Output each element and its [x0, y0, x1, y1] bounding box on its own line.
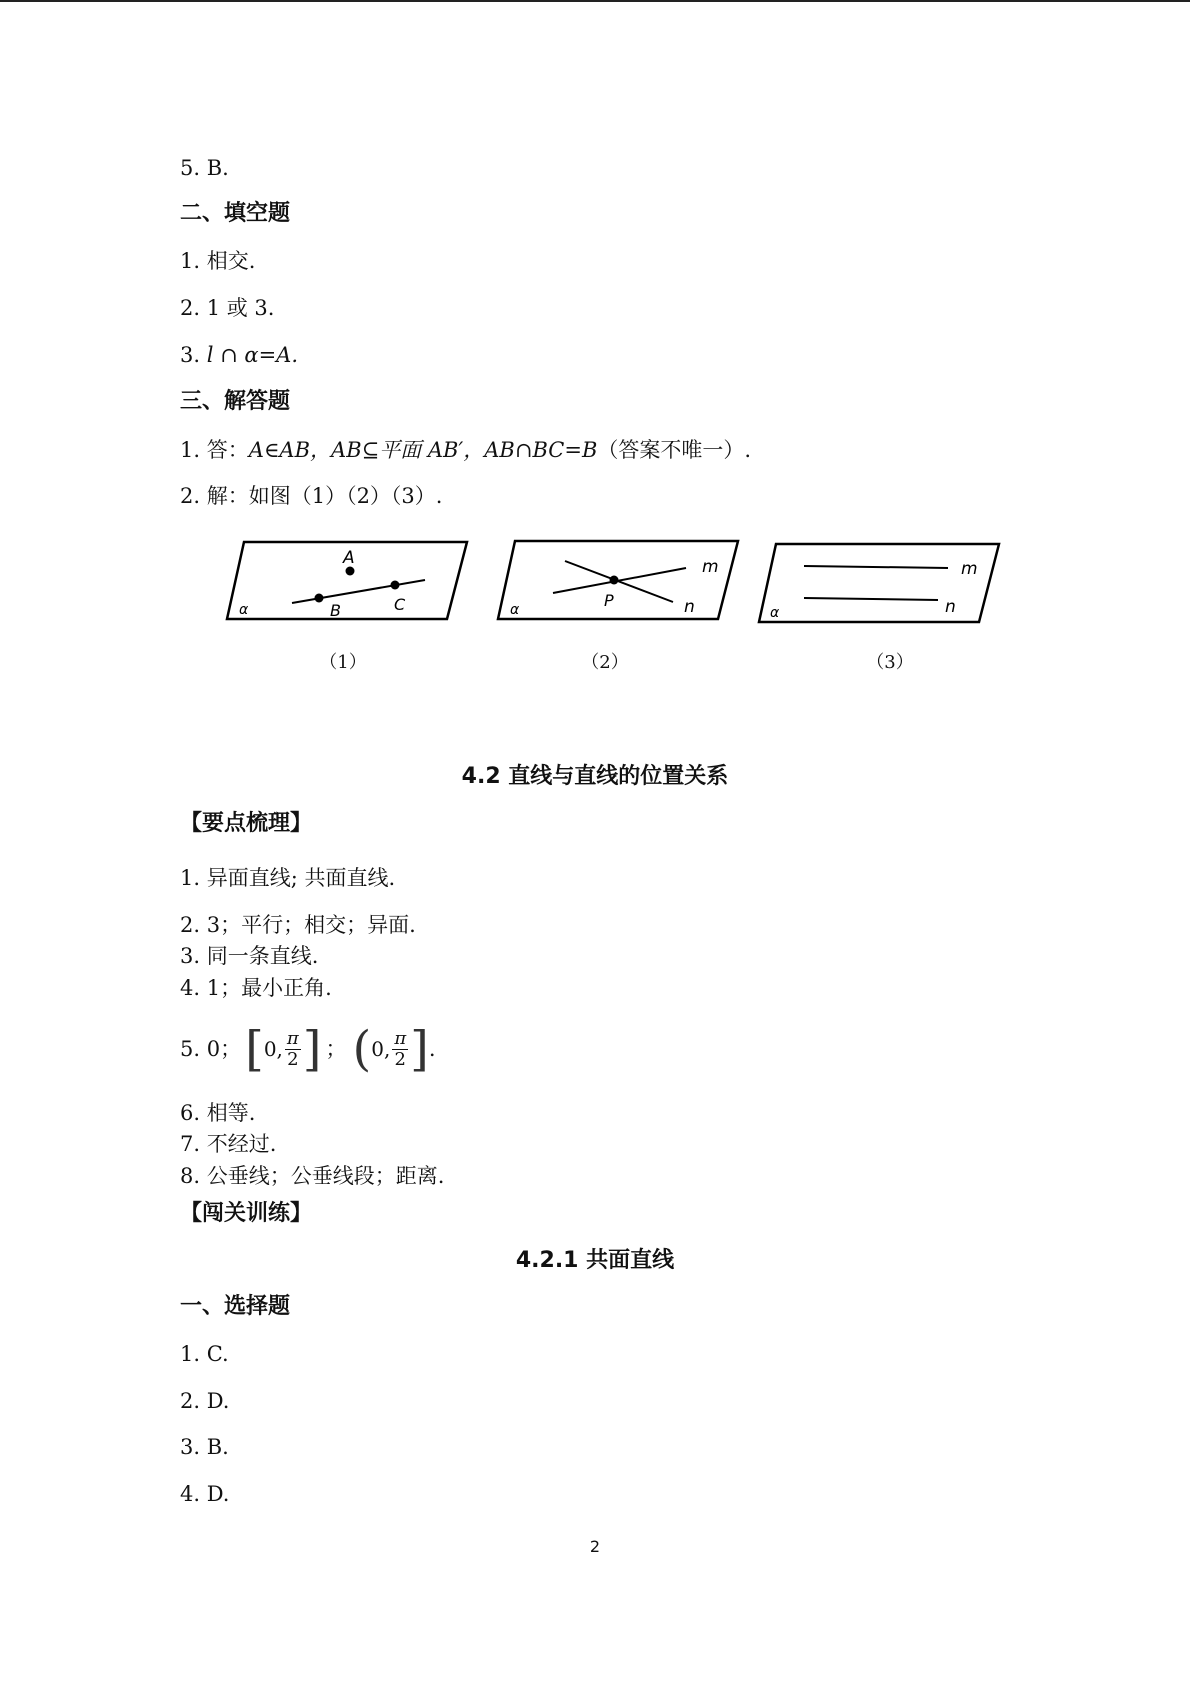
choice-answer-1: 1. C. [180, 1342, 229, 1366]
answer-5: 5. B. [180, 156, 229, 180]
interval-half-open-paren: ( [352, 1021, 372, 1077]
figure-3-diagram [754, 538, 1004, 628]
subsection-title: 4.2.1 共面直线 [515, 1248, 675, 1273]
interval-half-open-close-bracket: ] [410, 1021, 429, 1077]
fill-answer-1: 1. 相交. [180, 249, 256, 273]
key-point-3: 3. 同一条直线. [180, 944, 319, 968]
fill-answer-3-number: 3. [180, 343, 201, 367]
figure-2-line-n [565, 561, 673, 602]
fill-answer-3 [180, 342, 298, 368]
figure-3-line-m [804, 566, 948, 568]
choice-answer-2: 2. D. [180, 1389, 230, 1413]
key-point-1: 1. 异面直线; 共面直线. [180, 866, 396, 890]
key-point-2: 2. 3；平行；相交；异面. [180, 913, 416, 937]
pi-symbol: π [286, 1027, 299, 1049]
solution-1-suffix: （答案不唯一）. [597, 438, 752, 462]
figure-1-label-c: C [394, 595, 406, 614]
key-point-5-end: . [428, 1037, 436, 1061]
key-point-8: 8. 公垂线；公垂线段；距离. [180, 1164, 445, 1188]
solution-1 [180, 437, 751, 463]
interval-half-open [352, 1023, 428, 1075]
figure-1-point-c [391, 581, 400, 590]
interval-half-open-fraction [392, 1029, 408, 1070]
interval-closed-close-bracket: ] [302, 1021, 322, 1077]
fill-answer-3-expression: l ∩ α=A. [206, 343, 299, 367]
interval-closed [245, 1023, 321, 1075]
key-point-4: 4. 1；最小正角. [180, 976, 332, 1000]
figure-2-diagram [493, 535, 743, 625]
choice-heading: 一、选择题 [180, 1294, 291, 1319]
figure-2-point-p [610, 576, 619, 585]
solution-heading: 三、解答题 [180, 389, 291, 414]
interval-closed-fraction [285, 1029, 301, 1070]
figure-2-label-alpha: α [510, 602, 520, 618]
figure-1-label-b: B [330, 601, 341, 620]
figure-2-label-m: m [702, 557, 719, 577]
solution-2: 2. 解：如图（1）（2）（3）. [180, 484, 443, 508]
figure-1-label-alpha: α [239, 602, 249, 618]
figure-1-caption: （1） [319, 652, 367, 673]
figure-3-label-m: m [961, 559, 978, 579]
key-point-6: 6. 相等. [180, 1101, 256, 1125]
choice-answer-3: 3. B. [180, 1435, 229, 1459]
section-title: 4.2 直线与直线的位置关系 [461, 764, 729, 789]
key-point-5 [180, 1018, 436, 1080]
figure-2-caption: （2） [581, 652, 629, 673]
interval-closed-zero: 0, [263, 1037, 283, 1061]
figure-2-line-m [553, 568, 686, 593]
page-number: 2 [589, 1537, 601, 1556]
training-heading: 【闯关训练】 [180, 1201, 313, 1226]
figure-1-diagram [222, 535, 472, 625]
key-point-5-separator: ； [325, 1037, 347, 1061]
fill-answer-2: 2. 1 或 3. [180, 296, 275, 320]
figure-3-plane-outline [759, 544, 999, 622]
pi-symbol-2: π [394, 1027, 407, 1049]
key-point-7: 7. 不经过. [180, 1132, 277, 1156]
fill-blank-heading: 二、填空题 [180, 201, 291, 226]
figure-3-label-n: n [945, 597, 956, 617]
figure-1-label-a: A [343, 548, 355, 568]
figure-3-caption: （3） [866, 652, 914, 673]
interval-closed-open-bracket: [ [245, 1021, 264, 1077]
figure-3-line-n [804, 598, 938, 600]
choice-answer-4: 4. D. [180, 1482, 230, 1506]
fraction-denominator: 2 [287, 1048, 299, 1070]
top-rule [0, 0, 1190, 2]
figure-1-point-b [315, 594, 324, 603]
solution-1-expression: A∈AB，AB⊆平面 AB′，AB∩BC=B [248, 438, 598, 462]
figure-3-label-alpha: α [770, 605, 780, 621]
interval-half-open-zero: 0, [371, 1037, 391, 1061]
figure-2-label-n: n [684, 597, 695, 617]
figure-2-label-p: P [604, 591, 614, 610]
key-points-heading: 【要点梳理】 [180, 811, 313, 836]
fraction-denominator-2: 2 [394, 1048, 406, 1070]
solution-1-prefix: 1. 答： [180, 438, 249, 462]
key-point-5-prefix: 5. 0； [180, 1037, 242, 1061]
